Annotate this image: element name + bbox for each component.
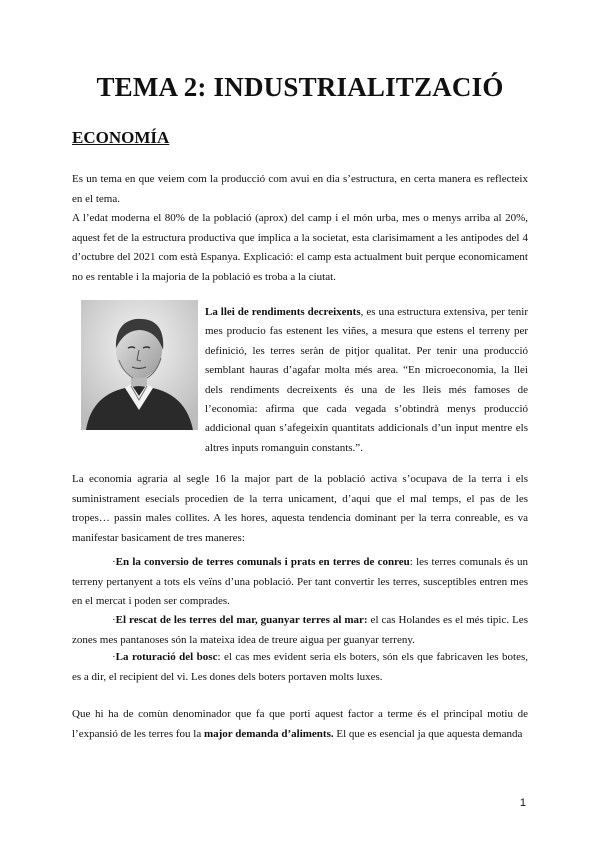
page-title: TEMA 2: INDUSTRIALITZACIÓ [96,72,504,102]
portrait-image [81,300,198,430]
closing-text-before: Que hi ha de comùn denominador que fa que porti aquest factor a terme és el principal motiu de l’expansió de les terres fou la [72,708,528,740]
list-item-lead: La roturació del bosc [115,651,218,663]
list-bullet: · [112,651,116,663]
list-item-text: : el cas mes evident seria els boters, són els que fabricaven les botes, es a dir, el recipient del vi. Les dones dels boters portaven molts luxes. [72,651,528,683]
rendiments-paragraph [205,303,528,458]
section-heading: ECONOMÍA [72,128,170,147]
intro-line-1: Es un tema en que veiem com la producció com avui en dia s’estructura, en certa manera es reflecteix en el tema. [72,173,528,205]
list-item [72,648,528,687]
list-bullet: · [112,556,116,568]
list-item-lead: El rescat de les terres del mar, guanyar terres al mar: [115,614,368,626]
list-bullet: · [112,614,116,626]
closing-paragraph [72,705,528,744]
list-item-lead: En la conversio de terres comunals i prats en terres de conreu [115,556,410,568]
portrait-engraving-icon [81,300,198,430]
intro-line-2: A l’edat moderna el 80% de la població (aprox) del camp i el món urba, mes o menys arriba al 20%, aquest fet de la estructura productiva que implica a la societat, esta clarisimament a les antipodes del 4 d’octubre del 2021 com està Espanya. Explicació: el camp esta actualment buit perque economicament no es rentable i la majoria de la població es troba a la ciutat. [72,212,528,283]
closing-bold: major demanda d’aliments. [203,727,334,740]
intro-paragraph [72,170,528,287]
page-number: 1 [519,797,526,809]
closing-text-after: El que es esencial ja que aquesta demanda [333,727,523,740]
rendiments-text: , es una estructura extensiva, per tenir mes producio fas estenent les viñes, a mesura que estens el terreny per definició, les terres seràn de pitjor qualitat. Per tenir una producció semblant hauras d’agafar molta més area. “En microeconomia, la llei dels rendiments decreixents és una de les lleis més famoses de l’economia: afirma que cada vegada s’obtindrà menys producció addicional quan s’afegeixin quantitats addicionals d’un input mentre els altres inputs romanguin constants.”. [205,306,528,454]
rendiments-lead: La llei de rendiments decreixents [205,306,361,318]
list-item-text: : les terres comunals és un terreny pertanyent a tots els veïns d’una població. Per tant convertir les terres, susceptibles entren mes en el mercat i poden ser comprades. [72,556,529,607]
list-item [72,611,528,650]
agraria-paragraph: La economia agraria al segle 16 la major part de la població activa s’ocupava de la terra i els suministrament esecials procedien de la terra unicament, d’aqui que el mal temps, el pas de les tropes… passin males collites. A les hores, aquesta tendencia dominant per la terra conreable, es va manifestar basicament de tres maneres: [72,473,528,544]
list-item [72,553,528,612]
list-item-text: el cas Holandes es el més tipic. Les zones mes pantanoses són la mateixa idea de treure aigua per guanyar terreny. [72,614,528,646]
